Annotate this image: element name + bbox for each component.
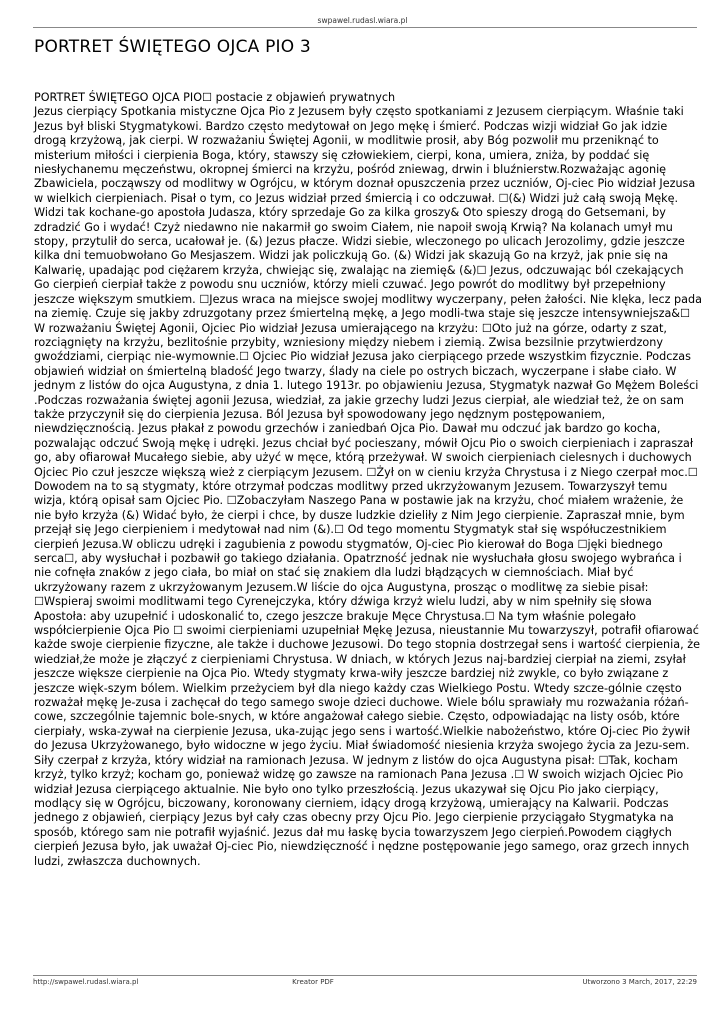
footer-creator: Kreator PDF (292, 978, 334, 986)
page-title: PORTRET ŚWIĘTEGO OJCA PIO 3 (34, 37, 311, 57)
footer-url: http://swpawel.rudasl.wiara.pl (33, 978, 139, 986)
article-subtitle: PORTRET ŚWIĘTEGO OJCA PIO☐ postacie z objawień prywatnych (34, 91, 396, 104)
footer-created-date: Utworzono 3 March, 2017, 22:29 (582, 978, 697, 986)
header-site-url: swpawel.rudasl.wiara.pl (317, 16, 408, 25)
article-content (34, 91, 702, 869)
header-divider (33, 27, 697, 28)
footer-divider (33, 975, 697, 976)
article-body: Jezus cierpiący Spotkania mistyczne Ojca Pio z Jezusem były często spotkaniami z Jezusem cierpiącym. Właśnie taki Jezus był bliski Stygmatykowi. Bardzo często medytował on Jego mękę i śmierć. Podczas wizji widział Go jak idzie drogą krzyżową, jak cierpi. W rozważaniu Świętej Agonii, w modlitwie prosił, aby Bóg pozwolił mu przeniknąć to misterium miłości i cierpienia Boga, który, stawszy się człowiekiem, cierpi, kona, umiera, zniża, by poddać się niesłychanemu męczeństwu, okropnej śmierci na krzyżu, pośród zniewag, drwin i bluźnierstw.Rozważając agonię Zbawiciela, począwszy od modlitwy w Ogrójcu, w którym doznał opuszczenia przez uczniów, Oj-ciec Pio widział Jezusa w wielkich cierpieniach. Pisał o tym, co Jezus widział przed śmiercią i co odczuwał. ☐(&) Widzi już całą swoją Mękę. Widzi tak kochane-go apostoła Judasza, który sprzedaje Go za kilka groszy& Oto spieszy drogą do Getsemani, by zdradzić Go i wydać! Czyż niedawno nie nakarmił go swoim Ciałem, nie napoił swoją Krwią? Na kolanach umył mu stopy, przytulił do serca, ucałował je. (&) Jezus płacze. Widzi siebie, wleczonego po ulicach Jerozolimy, gdzie jeszcze kilka dni temuobwołano Go Mesjaszem. Widzi jak policzkują Go. (&) Widzi jak skazują Go na krzyż, jak pnie się na Kalwarię, upadając pod ciężarem krzyża, chwiejąc się, zwalając na ziemię& (&)☐ Jezus, odczuwając ból czekających Go cierpień cierpiał także z powodu snu uczniów, którzy mieli czuwać. Jego powrót do modlitwy był przepełniony jeszcze większym smutkiem. ☐Jezus wraca na miejsce swojej modlitwy wyczerpany, pełen żałości. Nie klęka, lecz pada na ziemię. Czuje się jakby zdruzgotany przez śmiertelną mękę, a Jego modli-twa staje się jeszcze intensywniejsza&☐ W rozważaniu Świętej Agonii, Ojciec Pio widział Jezusa umierającego na krzyżu: ☐Oto już na górze, odarty z szat, rozciągnięty na krzyżu, bezlitośnie przybity, wzniesiony między niebem i ziemią. Zwisa bezsilnie przytwierdzony gwoździami, cierpiąc nie-wymownie.☐ Ojciec Pio widział Jezusa jako cierpiącego przede wszystkim fizycznie. Podczas objawień widział on śmiertelną bladość Jego twarzy, ślady na ciele po ostrych biczach, wyczerpane i słabe ciało. W jednym z listów do ojca Augustyna, z dnia 1. lutego 1913r. po objawieniu Jezusa, Stygmatyk nazwał Go Mężem Boleści .Podczas rozważania świętej agonii Jezusa, wiedział, za jakie grzechy ludzi Jezus cierpiał, ale wiedział też, że on sam także przyczynił się do cierpienia Jezusa. Ból Jezusa był spowodowany jego nędznym postępowaniem, niewdzięcznością. Jezus płakał z powodu grzechów i zaniedbań Ojca Pio. Dawał mu odczuć jak bardzo go kocha, pozwalając odczuć Swoją mękę i udręki. Jezus chciał być pocieszany, mówił Ojcu Pio o swoich cierpieniach i zapraszał go, aby ofiarował Mucałego siebie, aby użyć w męce, którą przeżywał. W swoich cierpieniach cielesnych i duchowych Ojciec Pio czuł jeszcze większą wież z cierpiącym Jezusem. ☐Żył on w cieniu krzyża Chrystusa i z Niego czerpał moc.☐ Dowodem na to są stygmaty, które otrzymał podczas modlitwy przed ukrzyżowanym Jezusem. Towarzyszył temu wizja, którą opisał sam Ojciec Pio. ☐Zobaczyłam Naszego Pana w postawie jak na krzyżu, choć miałem wrażenie, że nie było krzyża (&) Widać było, że cierpi i chce, by dusze ludzkie dzieliły z Nim Jego cierpienie. Zapraszał mnie, bym przejął się Jego cierpieniem i medytował nad nim (&).☐ Od tego momentu Stygmatyk stał się współuczestnikiem cierpień Jezusa.W obliczu udręki i zagubienia z powodu stygmatów, Oj-ciec Pio kierował do Boga ☐jęki biednego serca☐, aby wysłuchał i pozbawił go takiego działania. Opatrzność jednak nie wysłuchała głosu swojego wybrańca i nie cofnęła znaków z jego ciała, bo miał on stać się znakiem dla ludzi błądzących w ciemnościach. Miał być ukrzyżowany razem z ukrzyżowanym Jezusem.W liście do ojca Augustyna, prosząc o modlitwę za siebie pisał: ☐Wspieraj swoimi modlitwami tego Cyrenejczyka, który dźwiga krzyż wielu ludzi, aby w nim spełniły się słowa Apostoła: aby uzupełnić i udoskonalić to, czego jeszcze brakuje Męce Chrystusa.☐ Na tym właśnie polegało współcierpienie Ojca Pio ☐ swoimi cierpieniami uzupełniał Mękę Jezusa, nieustannie Mu towarzyszył, potrafił ofiarować każde swoje cierpienie fizyczne, ale także i duchowe Jezusowi. Do tego stopnia dostrzegał sens i wartość cierpienia, że wiedział,że może je złączyć z cierpieniami Chrystusa. W dniach, w których Jezus naj-bardziej cierpiał na ziemi, zsyłał jeszcze większe cierpienie na Ojca Pio. Wtedy stygmaty krwa-wiły jeszcze bardziej niż zwykle, co było związane z jeszcze więk-szym bólem. Wielkim przeżyciem był dla niego każdy czas Wielkiego Postu. Wtedy szcze-gólnie często rozważał mękę Je-zusa i zachęcał do tego samego swoje dzieci duchowe. Wiele bólu sprawiały mu rozważania różań-cowe, szczególnie tajemnic bole-snych, w które angażował całego siebie. Często, odpowiadając na listy osób, które cierpiały, wska-zywał na cierpienie Jezusa, uka-zując jego sens i wartość.Wielkie nabożeństwo, które Oj-ciec Pio żywił do Jezusa Ukrzyżowanego, było widoczne w jego życiu. Miał świadomość niesienia krzyża swojego życia za Jezu-sem. Siły czerpał z krzyża, który widział na ramionach Jezusa. W jednym z listów do ojca Augustyna pisał: ☐Tak, kocham krzyż, tylko krzyż; kocham go, ponieważ widzę go zawsze na ramionach Pana Jezusa .☐ W swoich wizjach Ojciec Pio widział Jezusa cierpiącego aktualnie. Nie było ono tylko przeszłością. Jezus ukazywał się Ojcu Pio jako cierpiący, modlący się w Ogrójcu, biczowany, koronowany cierniem, idący drogą krzyżową, umierający na Kalwarii. Podczas jednego z objawień, cierpiący Jezus był cały czas obecny przy Ojcu Pio. Jego cierpienie przyciągało Stygmatyka na sposób, którego sam nie potrafił wyjaśnić. Jezus dał mu łaskę bycia towarzyszem Jego cierpień.Powodem ciągłych cierpień Jezusa było, jak uważał Oj-ciec Pio, niewdzięczność i nędzne postępowanie jego samego, oraz grzech innych ludzi, zwłaszcza duchownych. (34, 105, 702, 868)
